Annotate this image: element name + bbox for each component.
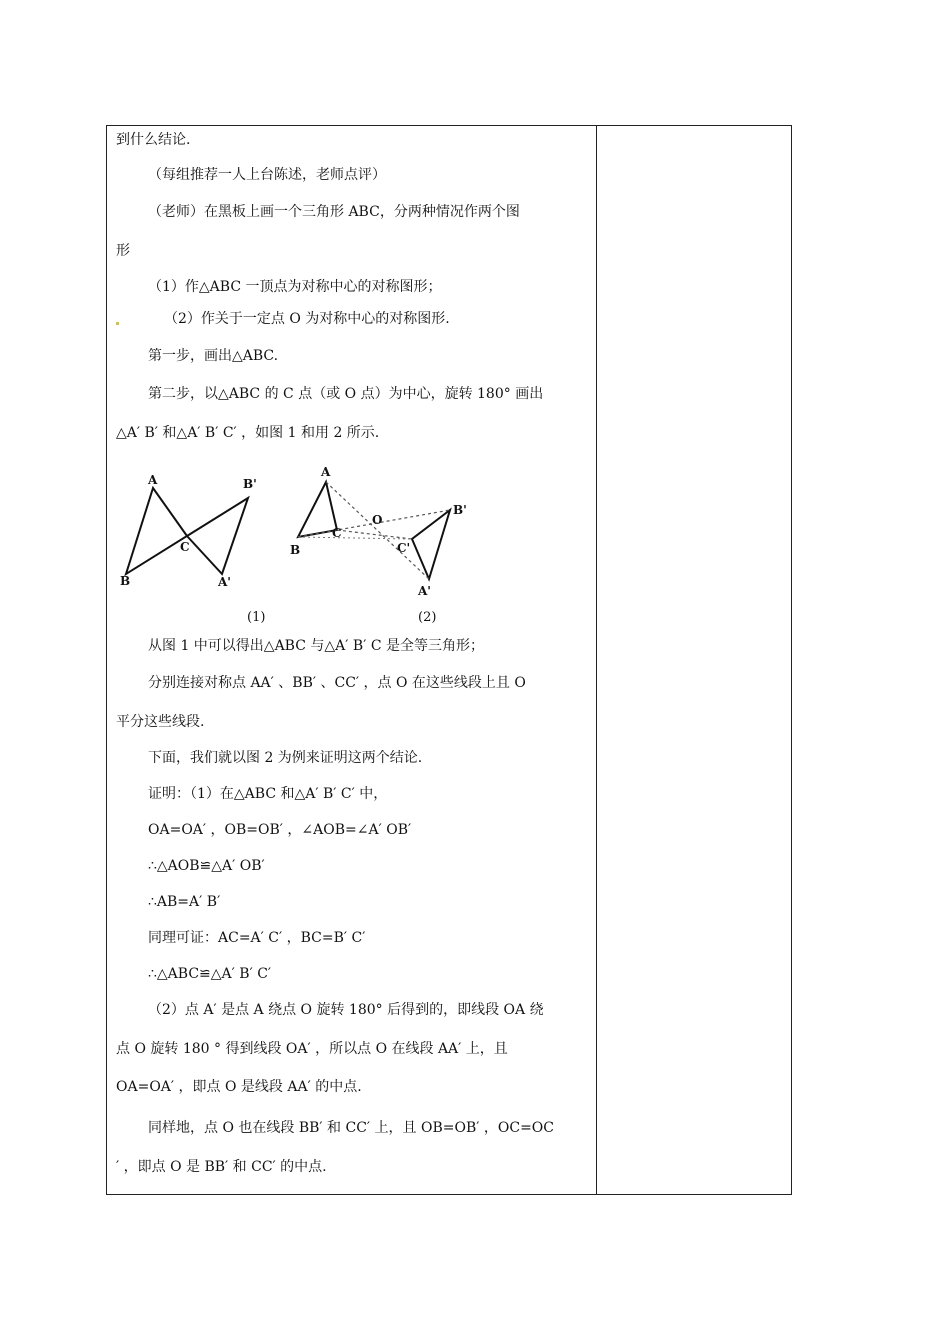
fig1-label-b: B xyxy=(120,574,131,588)
triangle-a-b-prime-1 xyxy=(187,498,248,574)
text-line: 同样地，点 O 也在线段 BB′ 和 CC′ 上，且 OB=OB′ ，OC=OC xyxy=(148,1120,554,1136)
text-line: （2）点 A′ 是点 A 绕点 O 旋转 180° 后得到的，即线段 OA 绕 xyxy=(148,1002,544,1018)
fig1-label-b-prime: B' xyxy=(243,477,257,491)
triangle-abc-1 xyxy=(126,488,187,574)
text-line: 分别连接对称点 AA′ 、BB′ 、CC′ ，点 O 在这些线段上且 O xyxy=(148,675,526,691)
text-line: ′ ，即点 O 是 BB′ 和 CC′ 的中点. xyxy=(116,1159,327,1175)
text-line: ∴△AOB≌△A′ OB′ xyxy=(148,858,265,874)
figure-2 xyxy=(290,465,467,625)
text-line: 第二步，以△ABC 的 C 点（或 O 点）为中心，旋转 180° 画出 xyxy=(148,386,544,402)
text-line: （2）作关于一定点 O 为对称中心的对称图形. xyxy=(164,311,450,327)
text-line: （老师）在黑板上画一个三角形 ABC，分两种情况作两个图 xyxy=(148,204,520,220)
text-line: 下面，我们就以图 2 为例来证明这两个结论. xyxy=(148,750,423,766)
fig2-caption: (2) xyxy=(418,610,437,625)
symmetry-figures xyxy=(112,462,472,632)
decorative-dot xyxy=(116,322,119,325)
fig2-label-b: B xyxy=(290,543,301,557)
fig2-label-c: C xyxy=(332,526,342,540)
fig1-caption: (1) xyxy=(247,610,266,625)
text-line: OA=OA′ ，OB=OB′ ，∠AOB=∠A′ OB′ xyxy=(148,822,412,838)
text-line: 证明：（1）在△ABC 和△A′ B′ C′ 中， xyxy=(148,786,388,802)
text-line: 同理可证：AC=A′ C′ ，BC=B′ C′ xyxy=(148,930,366,946)
fig1-label-a: A xyxy=(148,473,158,487)
text-line: △A′ B′ 和△A′ B′ C′ ，如图 1 和用 2 所示. xyxy=(116,425,380,441)
segment-b-c-prime xyxy=(298,537,412,539)
text-line: 平分这些线段. xyxy=(116,714,205,730)
fig2-label-o: O xyxy=(372,513,383,527)
fig1-label-a-prime: A' xyxy=(218,575,231,589)
text-line: 从图 1 中可以得出△ABC 与△A′ B′ C 是全等三角形； xyxy=(148,638,484,654)
fig2-label-a: A xyxy=(321,465,331,479)
fig2-label-b-prime: B' xyxy=(453,503,467,517)
text-line: ∴AB=A′ B′ xyxy=(148,894,221,910)
column-divider xyxy=(596,125,597,1195)
text-line: 到什么结论. xyxy=(116,132,191,148)
fig2-label-c-prime: C' xyxy=(397,541,411,555)
text-line: ∴△ABC≌△A′ B′ C′ xyxy=(148,966,272,982)
text-line: 点 O 旋转 180 ° 得到线段 OA′ ，所以点 O 在线段 AA′ 上，且 xyxy=(116,1041,508,1057)
text-line: 第一步，画出△ABC. xyxy=(148,348,279,364)
text-line: 形 xyxy=(116,243,130,259)
text-line: （每组推荐一人上台陈述，老师点评） xyxy=(148,167,386,183)
fig2-label-a-prime: A' xyxy=(418,584,431,598)
figure-1 xyxy=(120,473,265,625)
fig1-label-c: C xyxy=(180,540,190,554)
text-line: OA=OA′ ，即点 O 是线段 AA′ 的中点. xyxy=(116,1079,362,1095)
text-line: （1）作△ABC 一顶点为对称中心的对称图形； xyxy=(148,279,442,295)
